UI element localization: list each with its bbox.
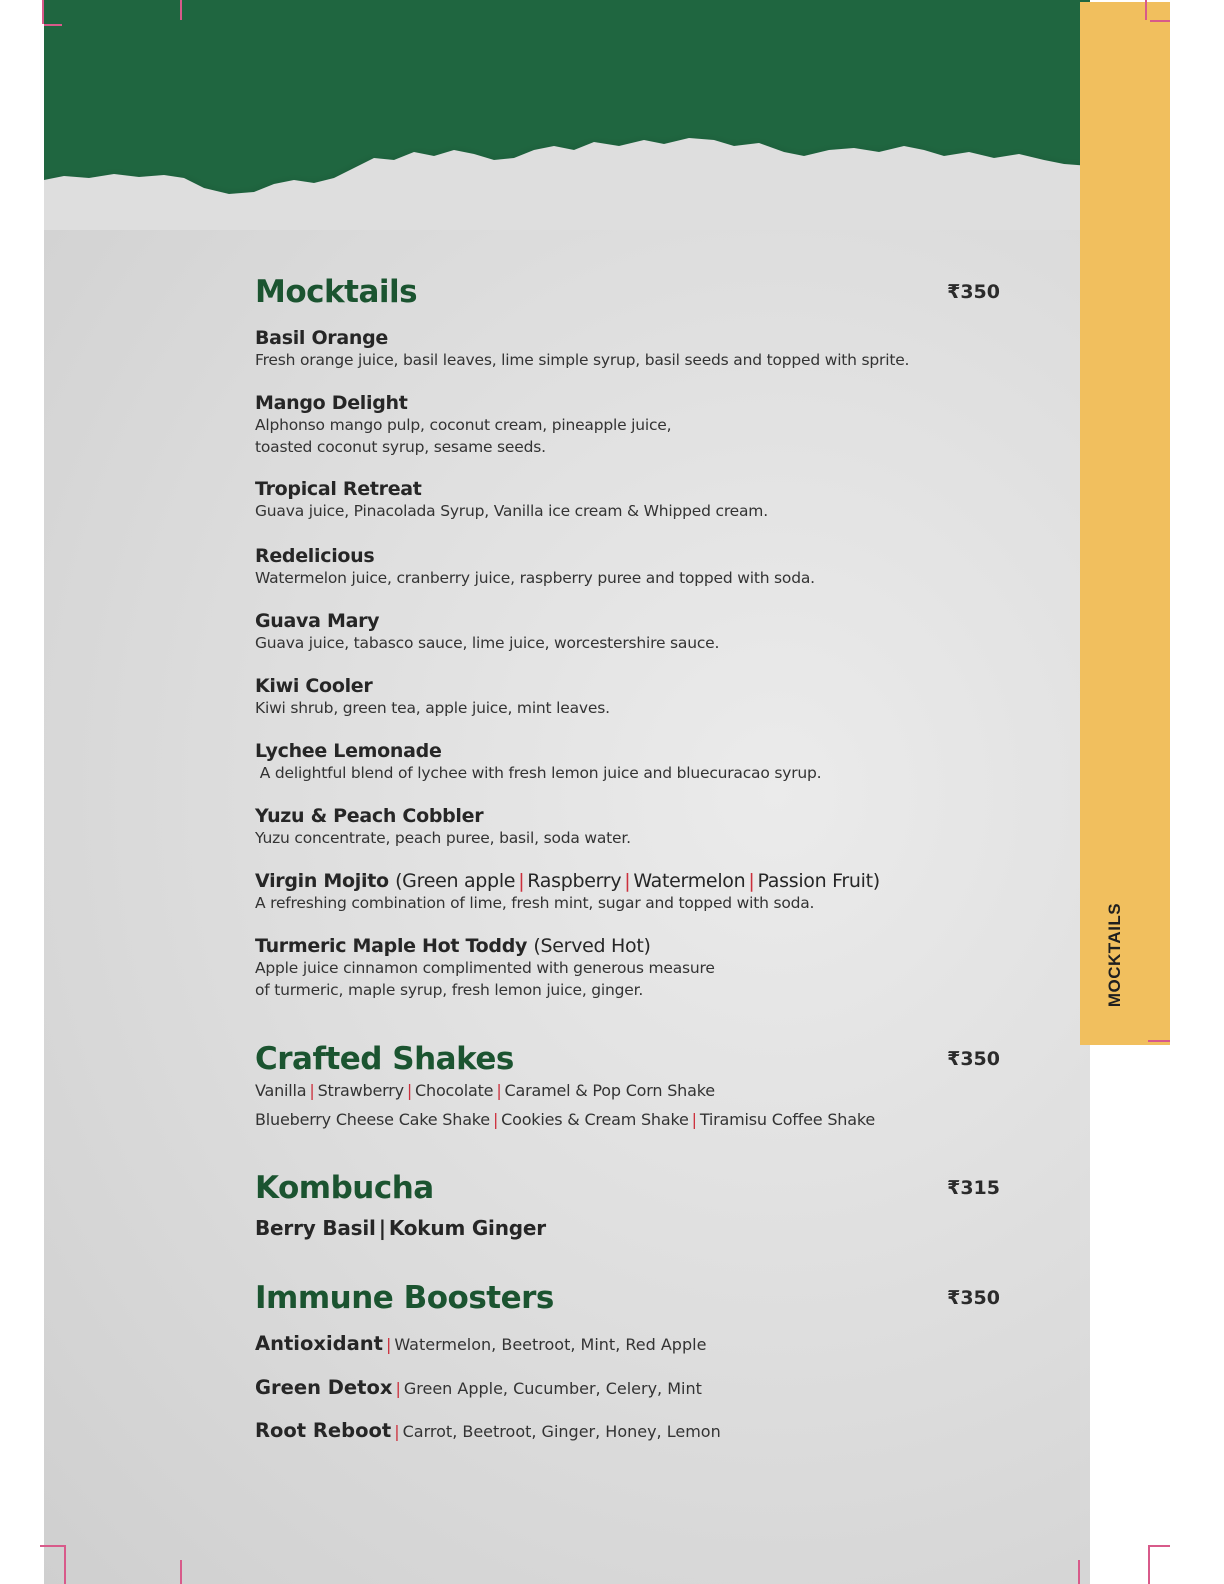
section-title: Immune Boosters (255, 1280, 554, 1316)
menu-item (255, 392, 1015, 458)
separator-bar: | (691, 1110, 697, 1129)
item-name: Lychee Lemonade (255, 740, 442, 762)
menu-item (255, 1419, 721, 1442)
shakes-line (255, 1081, 715, 1100)
crop-mark (180, 0, 182, 20)
item-description: Guava juice, tabasco sauce, lime juice, worcestershire sauce. (255, 634, 720, 652)
item-name: Virgin Mojito (255, 870, 389, 892)
crop-mark (1150, 20, 1170, 22)
item-name-with-options (255, 870, 1015, 892)
torn-paper-header (44, 0, 1090, 230)
shake-name: Caramel & Pop Corn Shake (504, 1081, 715, 1100)
shake-name: Cookies & Cream Shake (501, 1110, 689, 1129)
shake-name: Chocolate (415, 1081, 494, 1100)
crop-mark (1148, 1545, 1150, 1584)
separator-bar: | (624, 870, 631, 892)
item-option: Passion Fruit) (757, 870, 880, 892)
item-description: A delightful blend of lychee with fresh lemon juice and bluecuracao syrup. (255, 764, 822, 782)
separator-bar: | (395, 1379, 401, 1398)
separator-bar: | (385, 1335, 392, 1354)
section-title: Crafted Shakes (255, 1041, 514, 1077)
item-option: (Green apple (395, 870, 516, 892)
separator-bar: | (518, 870, 525, 892)
item-name-with-note (255, 935, 1015, 957)
separator-bar: | (309, 1081, 315, 1100)
crop-mark (1145, 0, 1147, 20)
separator-bar: | (394, 1422, 400, 1441)
item-name: Tropical Retreat (255, 478, 422, 500)
immune-header (255, 1278, 1000, 1318)
item-note: (Served Hot) (533, 935, 651, 957)
section-price: ₹350 (947, 1048, 1000, 1070)
item-name: Redelicious (255, 545, 375, 567)
item-description: toasted coconut syrup, sesame seeds. (255, 438, 546, 456)
item-description: A refreshing combination of lime, fresh mint, sugar and topped with soda. (255, 894, 815, 912)
kombucha-name: Kokum Ginger (388, 1216, 546, 1240)
item-name: Green Detox (255, 1376, 393, 1399)
crop-mark (42, 0, 44, 24)
item-description: Apple juice cinnamon complimented with generous measure (255, 959, 715, 977)
kombucha-name: Berry Basil (255, 1216, 376, 1240)
item-description: of turmeric, maple syrup, fresh lemon juice, ginger. (255, 981, 644, 999)
menu-item (255, 935, 1015, 1001)
kombucha-line (255, 1216, 546, 1240)
section-price: ₹350 (947, 1287, 1000, 1309)
item-name: Kiwi Cooler (255, 675, 373, 697)
section-tab (1080, 2, 1170, 1045)
item-description: Watermelon juice, cranberry juice, raspberry puree and topped with soda. (255, 569, 815, 587)
crop-mark (44, 24, 62, 26)
item-description: Alphonso mango pulp, coconut cream, pineapple juice, (255, 416, 672, 434)
section-price: ₹350 (947, 281, 1000, 303)
item-description: Watermelon, Beetroot, Mint, Red Apple (394, 1335, 707, 1354)
shake-name: Strawberry (317, 1081, 404, 1100)
shakes-line (255, 1110, 875, 1129)
crop-mark (40, 1545, 64, 1547)
item-description: Kiwi shrub, green tea, apple juice, mint leaves. (255, 699, 610, 717)
menu-item (255, 478, 1015, 522)
kombucha-header (255, 1168, 1000, 1208)
separator-bar: | (492, 1110, 499, 1129)
shakes-header (255, 1039, 1000, 1079)
shake-name: Vanilla (255, 1081, 307, 1100)
crop-mark (1078, 1560, 1080, 1584)
item-name: Root Reboot (255, 1419, 392, 1442)
separator-bar: | (406, 1081, 413, 1100)
separator-bar: | (748, 870, 755, 892)
menu-item (255, 610, 1015, 654)
crop-mark (1148, 1545, 1170, 1547)
menu-item (255, 327, 1015, 371)
item-name: Turmeric Maple Hot Toddy (255, 935, 528, 957)
section-price: ₹315 (947, 1177, 1000, 1199)
crop-mark (64, 1545, 66, 1584)
item-name: Mango Delight (255, 392, 408, 414)
crop-mark (1148, 1040, 1170, 1042)
item-description: Guava juice, Pinacolada Syrup, Vanilla ice cream & Whipped cream. (255, 502, 768, 520)
section-title: Mocktails (255, 274, 418, 310)
menu-item (255, 740, 1015, 784)
item-name: Basil Orange (255, 327, 389, 349)
item-name: Guava Mary (255, 610, 380, 632)
separator-bar: | (496, 1081, 502, 1100)
item-name: Yuzu & Peach Cobbler (255, 805, 484, 827)
shake-name: Tiramisu Coffee Shake (699, 1110, 875, 1129)
shake-name: Blueberry Cheese Cake Shake (255, 1110, 490, 1129)
menu-item (255, 1376, 702, 1399)
menu-item (255, 805, 1015, 849)
menu-item (255, 545, 1015, 589)
menu-item (255, 1332, 706, 1355)
item-description: Yuzu concentrate, peach puree, basil, soda water. (255, 829, 631, 847)
item-description: Carrot, Beetroot, Ginger, Honey, Lemon (402, 1422, 721, 1441)
item-description: Green Apple, Cucumber, Celery, Mint (403, 1379, 702, 1398)
section-title: Kombucha (255, 1170, 434, 1206)
item-option: Raspberry (527, 870, 622, 892)
menu-item (255, 870, 1015, 914)
crop-mark (180, 1560, 182, 1584)
separator-bar: | (378, 1216, 386, 1240)
menu-item (255, 675, 1015, 719)
item-option: Watermelon (633, 870, 746, 892)
item-description: Fresh orange juice, basil leaves, lime simple syrup, basil seeds and topped with sprite. (255, 351, 910, 369)
item-name: Antioxidant (255, 1332, 383, 1355)
mocktails-header (255, 272, 1000, 312)
